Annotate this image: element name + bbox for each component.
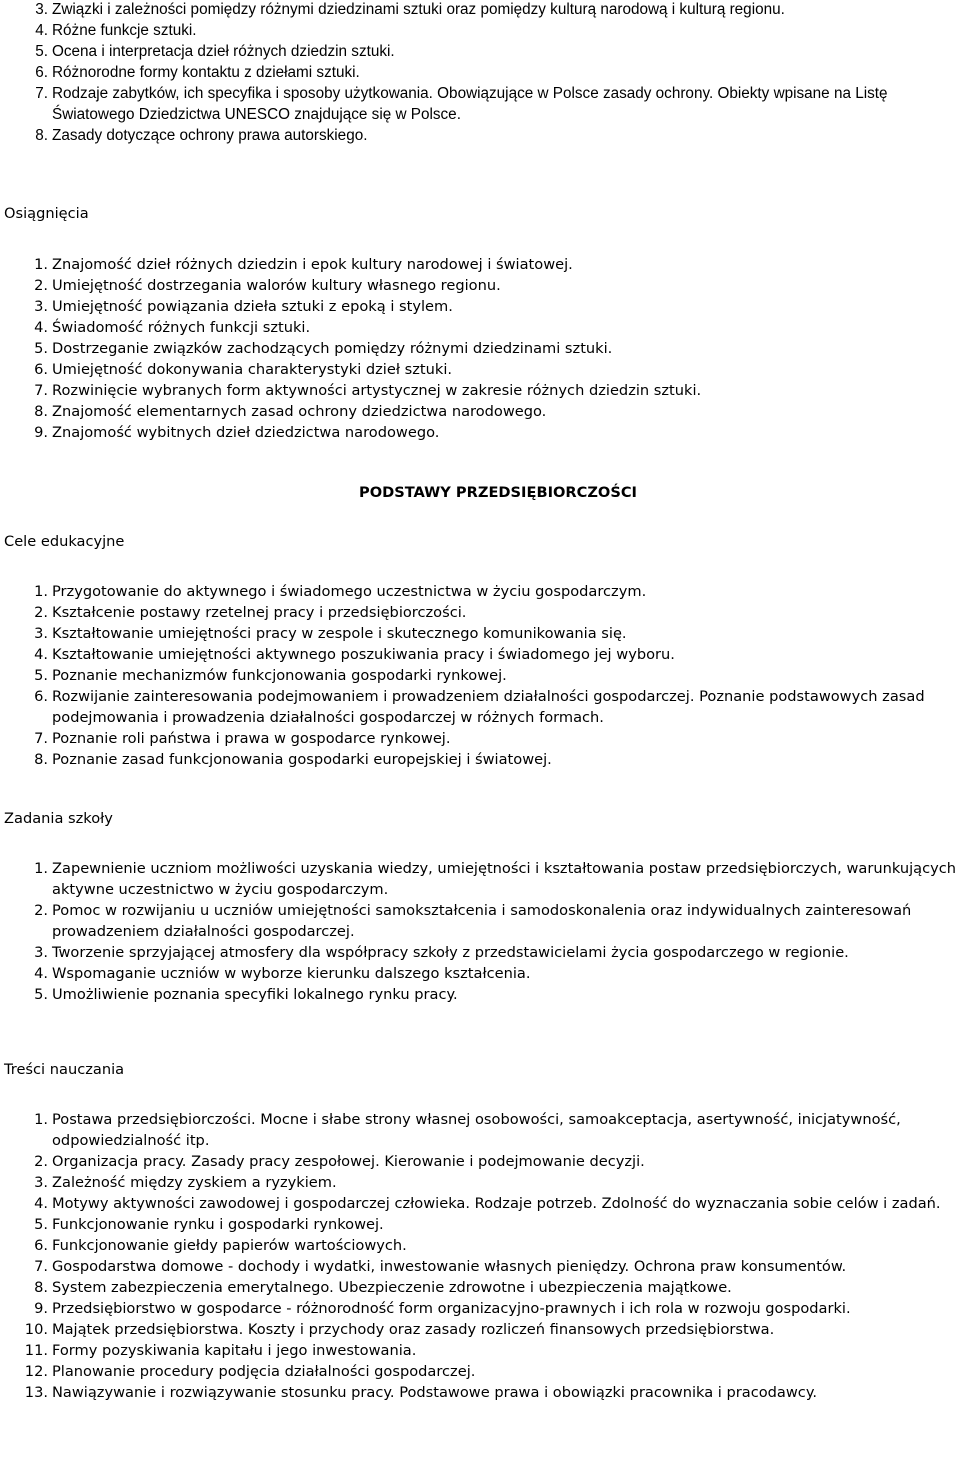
list-item-text: Umiejętność dokonywania charakterystyki dzieł sztuki. (52, 361, 453, 378)
list-item-text: Znajomość wybitnych dzieł dziedzictwa narodowego. (52, 424, 440, 441)
list-item (0, 1172, 960, 1193)
list-item-text: Związki i zależności pomiędzy różnymi dziedzinami sztuki oraz pomiędzy kulturą narodową i kulturą regionu. (52, 1, 785, 18)
list-item (0, 749, 960, 770)
list-item-number: 3. (35, 1, 48, 18)
list-item-number: 5. (34, 667, 48, 684)
list-item (0, 623, 960, 644)
teaching-content-heading: Treści nauczania (4, 1061, 125, 1078)
list-item (0, 62, 960, 83)
list-item-number: 3. (34, 298, 48, 315)
list-item (0, 1109, 960, 1151)
list-item-number: 2. (34, 902, 48, 919)
list-item-text: Różne funkcje sztuki. (52, 22, 197, 39)
list-item-number: 6. (35, 64, 48, 81)
list-item-text: Świadomość różnych funkcji sztuki. (52, 319, 311, 336)
list-item-text: Kształtowanie umiejętności pracy w zespole i skutecznego komunikowania się. (52, 625, 627, 642)
achievements-section (0, 254, 960, 443)
list-item (0, 900, 960, 942)
list-item-number: 7. (34, 730, 48, 747)
list-item-text: Tworzenie sprzyjającej atmosfery dla współpracy szkoły z przedstawicielami życia gospodarczego w regionie. (52, 944, 849, 961)
achievements-list (0, 254, 960, 443)
educational-goals-heading: Cele edukacyjne (4, 533, 125, 550)
list-item (0, 1256, 960, 1277)
list-item-number: 5. (35, 43, 48, 60)
teaching-content-list (0, 1109, 960, 1403)
list-item-number: 3. (34, 1174, 48, 1191)
list-item (0, 20, 960, 41)
list-item-number: 4. (35, 22, 48, 39)
list-item-number: 11. (24, 1342, 48, 1359)
list-item (0, 401, 960, 422)
list-item-number: 4. (34, 319, 48, 336)
list-item-number: 8. (35, 127, 48, 144)
list-item (0, 422, 960, 443)
list-item-number: 7. (34, 1258, 48, 1275)
list-item (0, 296, 960, 317)
list-item-number: 10. (24, 1321, 48, 1338)
list-item-text: Motywy aktywności zawodowej i gospodarczej człowieka. Rodzaje potrzeb. Zdolność do wyznaczania sobie celów i zadań. (52, 1195, 941, 1212)
list-item (0, 686, 960, 728)
list-item-number: 6. (34, 1237, 48, 1254)
list-item-text: Przygotowanie do aktywnego i świadomego uczestnictwa w życiu gospodarczym. (52, 583, 647, 600)
list-item-number: 13. (24, 1384, 48, 1401)
list-item-text: Poznanie mechanizmów funkcjonowania gospodarki rynkowej. (52, 667, 507, 684)
list-item-text: Rozwijanie zainteresowania podejmowaniem i prowadzeniem działalności gospodarczej. Poznanie podstawowych zasad podejmowania i prowadzenia działalności gospodarczej w różnych formach. (52, 688, 925, 726)
list-item-text: Gospodarstwa domowe - dochody i wydatki, inwestowanie własnych pieniędzy. Ochrona praw konsumentów. (52, 1258, 847, 1275)
list-item (0, 1277, 960, 1298)
art-topics-list (0, 0, 960, 146)
list-item-text: Dostrzeganie związków zachodzących pomiędzy różnymi dziedzinami sztuki. (52, 340, 613, 357)
list-item-text: Znajomość elementarnych zasad ochrony dziedzictwa narodowego. (52, 403, 547, 420)
list-item-number: 2. (34, 1153, 48, 1170)
list-item-number: 4. (34, 965, 48, 982)
list-item-number: 1. (34, 256, 48, 273)
list-item-number: 5. (34, 1216, 48, 1233)
list-item (0, 1151, 960, 1172)
list-item-number: 4. (34, 646, 48, 663)
list-item-text: Majątek przedsiębiorstwa. Koszty i przychody oraz zasady rozliczeń finansowych przedsiębiorstwa. (52, 1321, 775, 1338)
list-item (0, 0, 960, 20)
list-item-text: Różnorodne formy kontaktu z dziełami sztuki. (52, 64, 360, 81)
list-item-number: 1. (34, 583, 48, 600)
list-item-text: Umiejętność powiązania dzieła sztuki z epoką i stylem. (52, 298, 453, 315)
list-item-number: 8. (34, 1279, 48, 1296)
list-item (0, 581, 960, 602)
list-item-text: Rodzaje zabytków, ich specyfika i sposoby użytkowania. Obowiązujące w Polsce zasady ochrony. Obiekty wpisane na Listę Światowego Dziedzictwa UNESCO znajdujące się w Polsce. (52, 85, 888, 123)
list-item-text: Funkcjonowanie giełdy papierów wartościowych. (52, 1237, 407, 1254)
list-item (0, 1361, 960, 1382)
list-item-number: 6. (34, 688, 48, 705)
list-item (0, 359, 960, 380)
list-item (0, 858, 960, 900)
list-item-text: Poznanie zasad funkcjonowania gospodarki europejskiej i światowej. (52, 751, 552, 768)
achievements-heading: Osiągnięcia (4, 205, 89, 222)
list-item (0, 602, 960, 623)
list-item-text: Postawa przedsiębiorczości. Mocne i słabe strony własnej osobowości, samoakceptacja, asertywność, inicjatywność, odpowiedzialność itp. (52, 1111, 901, 1149)
list-item (0, 1319, 960, 1340)
list-item-number: 6. (34, 361, 48, 378)
list-item (0, 125, 960, 146)
list-item-text: Formy pozyskiwania kapitału i jego inwestowania. (52, 1342, 417, 1359)
list-item-number: 8. (34, 403, 48, 420)
list-item (0, 338, 960, 359)
list-item (0, 1298, 960, 1319)
list-item-text: Funkcjonowanie rynku i gospodarki rynkowej. (52, 1216, 384, 1233)
list-item-text: Znajomość dzieł różnych dziedzin i epok kultury narodowej i światowej. (52, 256, 573, 273)
school-tasks-list (0, 858, 960, 1005)
list-item-text: Przedsiębiorstwo w gospodarce - różnorodność form organizacyjno-prawnych i ich rola w rozwoju gospodarki. (52, 1300, 851, 1317)
list-item-text: Umiejętność dostrzegania walorów kultury własnego regionu. (52, 277, 501, 294)
list-item-number: 1. (34, 860, 48, 877)
list-item-number: 2. (34, 277, 48, 294)
list-item-text: Planowanie procedury podjęcia działalności gospodarczej. (52, 1363, 476, 1380)
list-item (0, 41, 960, 62)
section-title: PODSTAWY PRZEDSIĘBIORCZOŚCI (359, 484, 637, 501)
list-item-text: Umożliwienie poznania specyfiki lokalnego rynku pracy. (52, 986, 458, 1003)
list-item (0, 963, 960, 984)
list-item (0, 984, 960, 1005)
list-item (0, 942, 960, 963)
list-item (0, 1214, 960, 1235)
educational-goals-list (0, 581, 960, 770)
list-item-text: Zależność między zyskiem a ryzykiem. (52, 1174, 337, 1191)
list-item-number: 3. (34, 944, 48, 961)
list-item (0, 275, 960, 296)
list-item-text: Kształcenie postawy rzetelnej pracy i przedsiębiorczości. (52, 604, 467, 621)
list-item-text: System zabezpieczenia emerytalnego. Ubezpieczenie zdrowotne i ubezpieczenia majątkowe. (52, 1279, 732, 1296)
school-tasks-heading: Zadania szkoły (4, 810, 113, 827)
list-item-text: Kształtowanie umiejętności aktywnego poszukiwania pracy i świadomego jej wyboru. (52, 646, 675, 663)
list-item-number: 12. (24, 1363, 48, 1380)
list-item (0, 665, 960, 686)
list-item-number: 4. (34, 1195, 48, 1212)
school-tasks-section (0, 858, 960, 1005)
list-item (0, 380, 960, 401)
list-item (0, 317, 960, 338)
list-item (0, 1235, 960, 1256)
list-item-number: 5. (34, 986, 48, 1003)
list-item (0, 644, 960, 665)
list-item-text: Zasady dotyczące ochrony prawa autorskiego. (52, 127, 368, 144)
list-item-text: Nawiązywanie i rozwiązywanie stosunku pracy. Podstawowe prawa i obowiązki pracownika i pracodawcy. (52, 1384, 818, 1401)
list-item-number: 8. (34, 751, 48, 768)
list-item-text: Ocena i interpretacja dzieł różnych dziedzin sztuki. (52, 43, 395, 60)
list-item-text: Wspomaganie uczniów w wyborze kierunku dalszego kształcenia. (52, 965, 531, 982)
list-item-number: 9. (34, 1300, 48, 1317)
list-item (0, 1340, 960, 1361)
list-item (0, 83, 960, 125)
list-item (0, 254, 960, 275)
list-item-text: Poznanie roli państwa i prawa w gospodarce rynkowej. (52, 730, 451, 747)
list-item-number: 1. (34, 1111, 48, 1128)
list-item-number: 2. (34, 604, 48, 621)
list-item-number: 7. (35, 85, 48, 102)
teaching-content-section (0, 1109, 960, 1403)
list-item (0, 728, 960, 749)
list-item-number: 3. (34, 625, 48, 642)
list-item-number: 5. (34, 340, 48, 357)
list-item-text: Organizacja pracy. Zasady pracy zespołowej. Kierowanie i podejmowanie decyzji. (52, 1153, 645, 1170)
educational-goals-section (0, 581, 960, 770)
list-item-number: 9. (34, 424, 48, 441)
list-item (0, 1193, 960, 1214)
art-topics-section (0, 0, 960, 146)
list-item (0, 1382, 960, 1403)
list-item-text: Pomoc w rozwijaniu u uczniów umiejętności samokształcenia i samodoskonalenia oraz indywidualnych zainteresowań prowadzeniem działalności gospodarczej. (52, 902, 912, 940)
list-item-text: Zapewnienie uczniom możliwości uzyskania wiedzy, umiejętności i kształtowania postaw przedsiębiorczych, warunkujących aktywne uczestnictwo w życiu gospodarczym. (52, 860, 957, 898)
list-item-text: Rozwinięcie wybranych form aktywności artystycznej w zakresie różnych dziedzin sztuki. (52, 382, 702, 399)
list-item-number: 7. (34, 382, 48, 399)
